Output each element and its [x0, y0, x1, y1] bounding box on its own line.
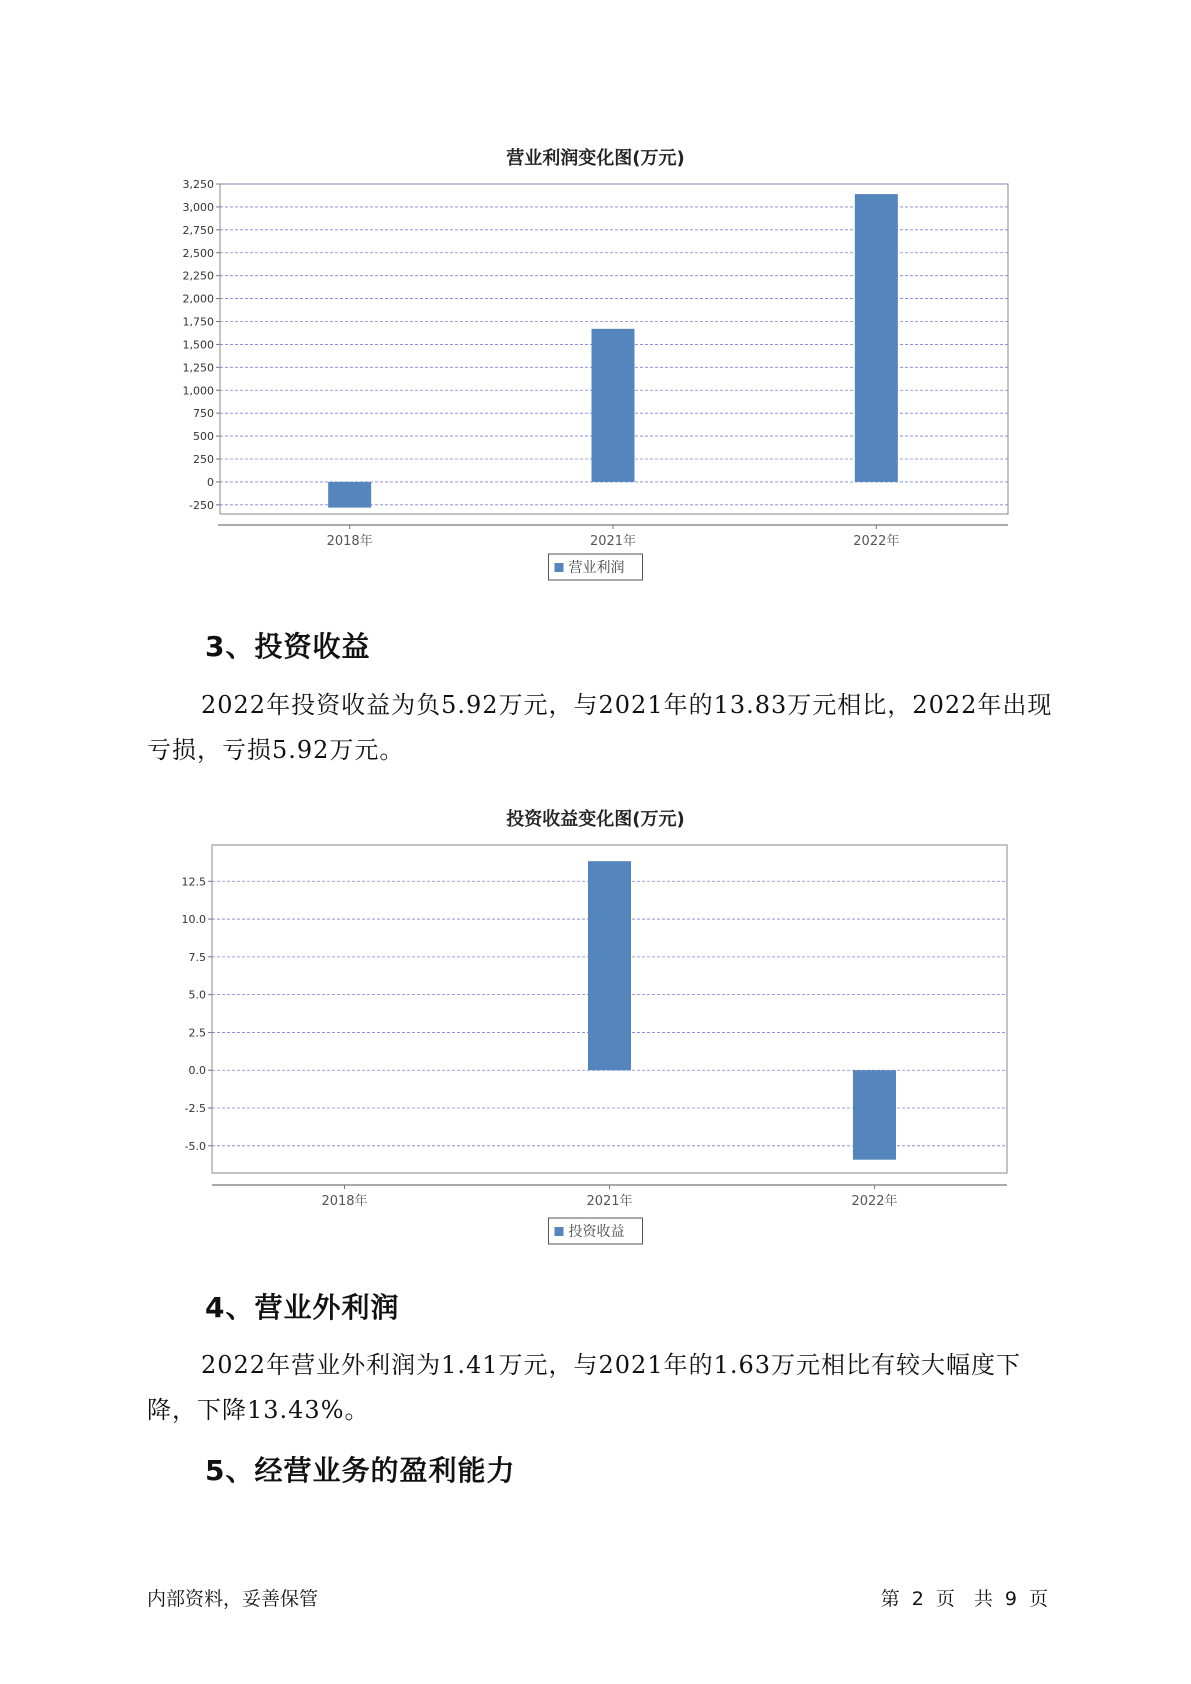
y-tick-label: -5.0 [184, 1139, 206, 1153]
y-tick-label: 0.0 [188, 1064, 206, 1078]
y-tick-label: 3,000 [182, 200, 214, 214]
y-tick-label: 7.5 [188, 950, 206, 964]
y-tick-label: -250 [189, 498, 214, 512]
y-tick-label: 1,500 [182, 338, 214, 352]
footer-confidential-note: 内部资料，妥善保管 [147, 1588, 319, 1610]
y-tick-label: 1,250 [182, 361, 214, 375]
x-tick-label: 2018年 [321, 1194, 368, 1209]
section-4-heading: 4、营业外利润 [205, 1291, 400, 1324]
bar [592, 329, 635, 482]
x-tick-label: 2021年 [589, 534, 637, 549]
legend-swatch [555, 1227, 564, 1236]
bar [328, 482, 371, 508]
footer-page-number: 第 2 页 共 9 页 [880, 1588, 1048, 1610]
bar [853, 1070, 896, 1159]
y-tick-label: 500 [193, 430, 214, 444]
y-tick-label: 2,000 [182, 292, 214, 306]
section-5-heading: 5、经营业务的盈利能力 [205, 1454, 516, 1487]
legend-label: 投资收益 [568, 1224, 625, 1240]
section-3-paragraph: 2022年投资收益为负5.92万元，与2021年的13.83万元相比，2022年出现亏损，亏损5.92万元。 [147, 691, 1053, 764]
operating-profit-chart [0, 170, 1191, 590]
bar [588, 861, 631, 1070]
y-tick-label: 2,750 [182, 223, 214, 237]
legend-label: 营业利润 [568, 560, 625, 576]
y-tick-label: 12.5 [181, 875, 206, 889]
y-tick-label: 0 [207, 475, 214, 489]
legend [549, 1218, 643, 1244]
section-4-paragraph: 2022年营业外利润为1.41万元，与2021年的1.63万元相比有较大幅度下降，下降13.43%。 [147, 1351, 1022, 1424]
y-tick-label: 2,500 [182, 246, 214, 260]
y-tick-label: -2.5 [184, 1102, 206, 1116]
x-tick-label: 2021年 [586, 1194, 633, 1209]
y-tick-label: 2.5 [188, 1026, 206, 1040]
legend [549, 554, 643, 580]
y-tick-label: 250 [193, 453, 214, 466]
x-tick-label: 2022年 [851, 1194, 898, 1209]
chart-1-title: 营业利润变化图(万元) [506, 148, 685, 169]
x-tick-label: 2022年 [853, 534, 900, 549]
y-tick-label: 750 [193, 407, 214, 421]
x-tick-label: 2018年 [326, 534, 373, 549]
bar [855, 194, 898, 482]
y-tick-label: 2,250 [182, 269, 214, 283]
legend-swatch [555, 563, 564, 572]
chart-2-title: 投资收益变化图(万元) [506, 809, 685, 830]
investment-income-chart [0, 840, 1191, 1255]
y-tick-label: 1,000 [182, 384, 214, 398]
y-tick-label: 1,750 [182, 315, 214, 329]
y-tick-label: 10.0 [181, 913, 206, 927]
y-tick-label: 5.0 [188, 988, 206, 1002]
section-3-heading: 3、投资收益 [205, 630, 371, 663]
y-tick-label: 3,250 [182, 178, 214, 191]
